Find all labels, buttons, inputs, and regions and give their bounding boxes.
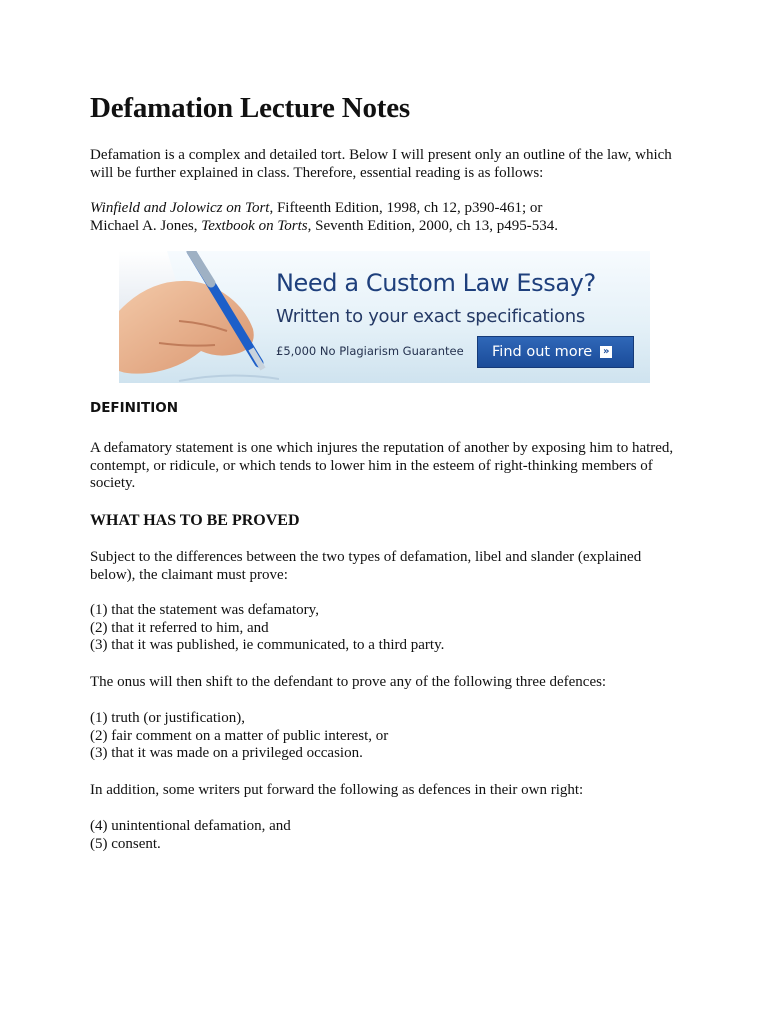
definition-heading: DEFINITION bbox=[90, 400, 179, 416]
intro-line: will be further explained in class. Therefore, essential reading is as follows: bbox=[90, 164, 544, 181]
banner-title: Need a Custom Law Essay? bbox=[276, 269, 596, 297]
proved-intro bbox=[90, 549, 641, 584]
proved-heading: WHAT HAS TO BE PROVED bbox=[90, 512, 300, 529]
definition-line: contempt, or ridicule, or which tends to lower him in the esteem of right-thinking members of bbox=[90, 457, 653, 474]
button-label: Find out more bbox=[492, 344, 593, 360]
banner-subtitle: Written to your exact specifications bbox=[276, 306, 585, 327]
definition-line: society. bbox=[90, 475, 136, 491]
definition-paragraph bbox=[90, 440, 673, 493]
advert-banner[interactable] bbox=[119, 251, 650, 383]
book-author: Michael A. Jones, bbox=[90, 217, 202, 234]
reading-list bbox=[90, 200, 558, 235]
defences-list bbox=[90, 710, 388, 763]
proved-intro-line: Subject to the differences between the two types of defamation, libel and slander (explained bbox=[90, 549, 642, 565]
hand-pen-image bbox=[119, 251, 279, 383]
reading-item-2 bbox=[90, 218, 558, 236]
onus-paragraph: The onus will then shift to the defendant to prove any of the following three defences: bbox=[90, 674, 607, 690]
book-details: , Seventh Edition, 2000, ch 13, p495-534. bbox=[307, 217, 559, 234]
addition-paragraph: In addition, some writers put forward the following as defences in their own right: bbox=[90, 782, 584, 798]
book-details: , Fifteenth Edition, 1998, ch 12, p390-461; or bbox=[269, 200, 543, 216]
list-item: (3) that it was made on a privileged occasion. bbox=[90, 745, 363, 761]
list-item: (2) that it referred to him, and bbox=[90, 619, 269, 636]
find-out-more-button[interactable] bbox=[477, 336, 634, 368]
proved-intro-line: below), the claimant must prove: bbox=[90, 566, 288, 583]
list-item: (1) that the statement was defamatory, bbox=[90, 602, 319, 618]
list-item: (4) unintentional defamation, and bbox=[90, 818, 291, 834]
list-item: (1) truth (or justification), bbox=[90, 710, 245, 726]
definition-line: A defamatory statement is one which injures the reputation of another by exposing him to hatred, bbox=[90, 440, 674, 456]
reading-item-1 bbox=[90, 200, 558, 218]
list-item: (2) fair comment on a matter of public interest, or bbox=[90, 727, 389, 744]
list-item: (3) that it was published, ie communicated, to a third party. bbox=[90, 637, 445, 653]
extra-defences-list bbox=[90, 818, 291, 853]
book-title: Winfield and Jolowicz on Tort bbox=[90, 200, 270, 216]
book-title: Textbook on Torts bbox=[201, 217, 308, 234]
page-title: Defamation Lecture Notes bbox=[90, 92, 411, 124]
double-chevron-right-icon: » bbox=[600, 346, 612, 358]
intro-paragraph bbox=[90, 147, 672, 182]
intro-line: Defamation is a complex and detailed tort. Below I will present only an outline of the law, which bbox=[90, 147, 672, 163]
banner-guarantee: £5,000 No Plagiarism Guarantee bbox=[276, 344, 464, 358]
proof-list bbox=[90, 602, 444, 655]
list-item: (5) consent. bbox=[90, 835, 161, 852]
